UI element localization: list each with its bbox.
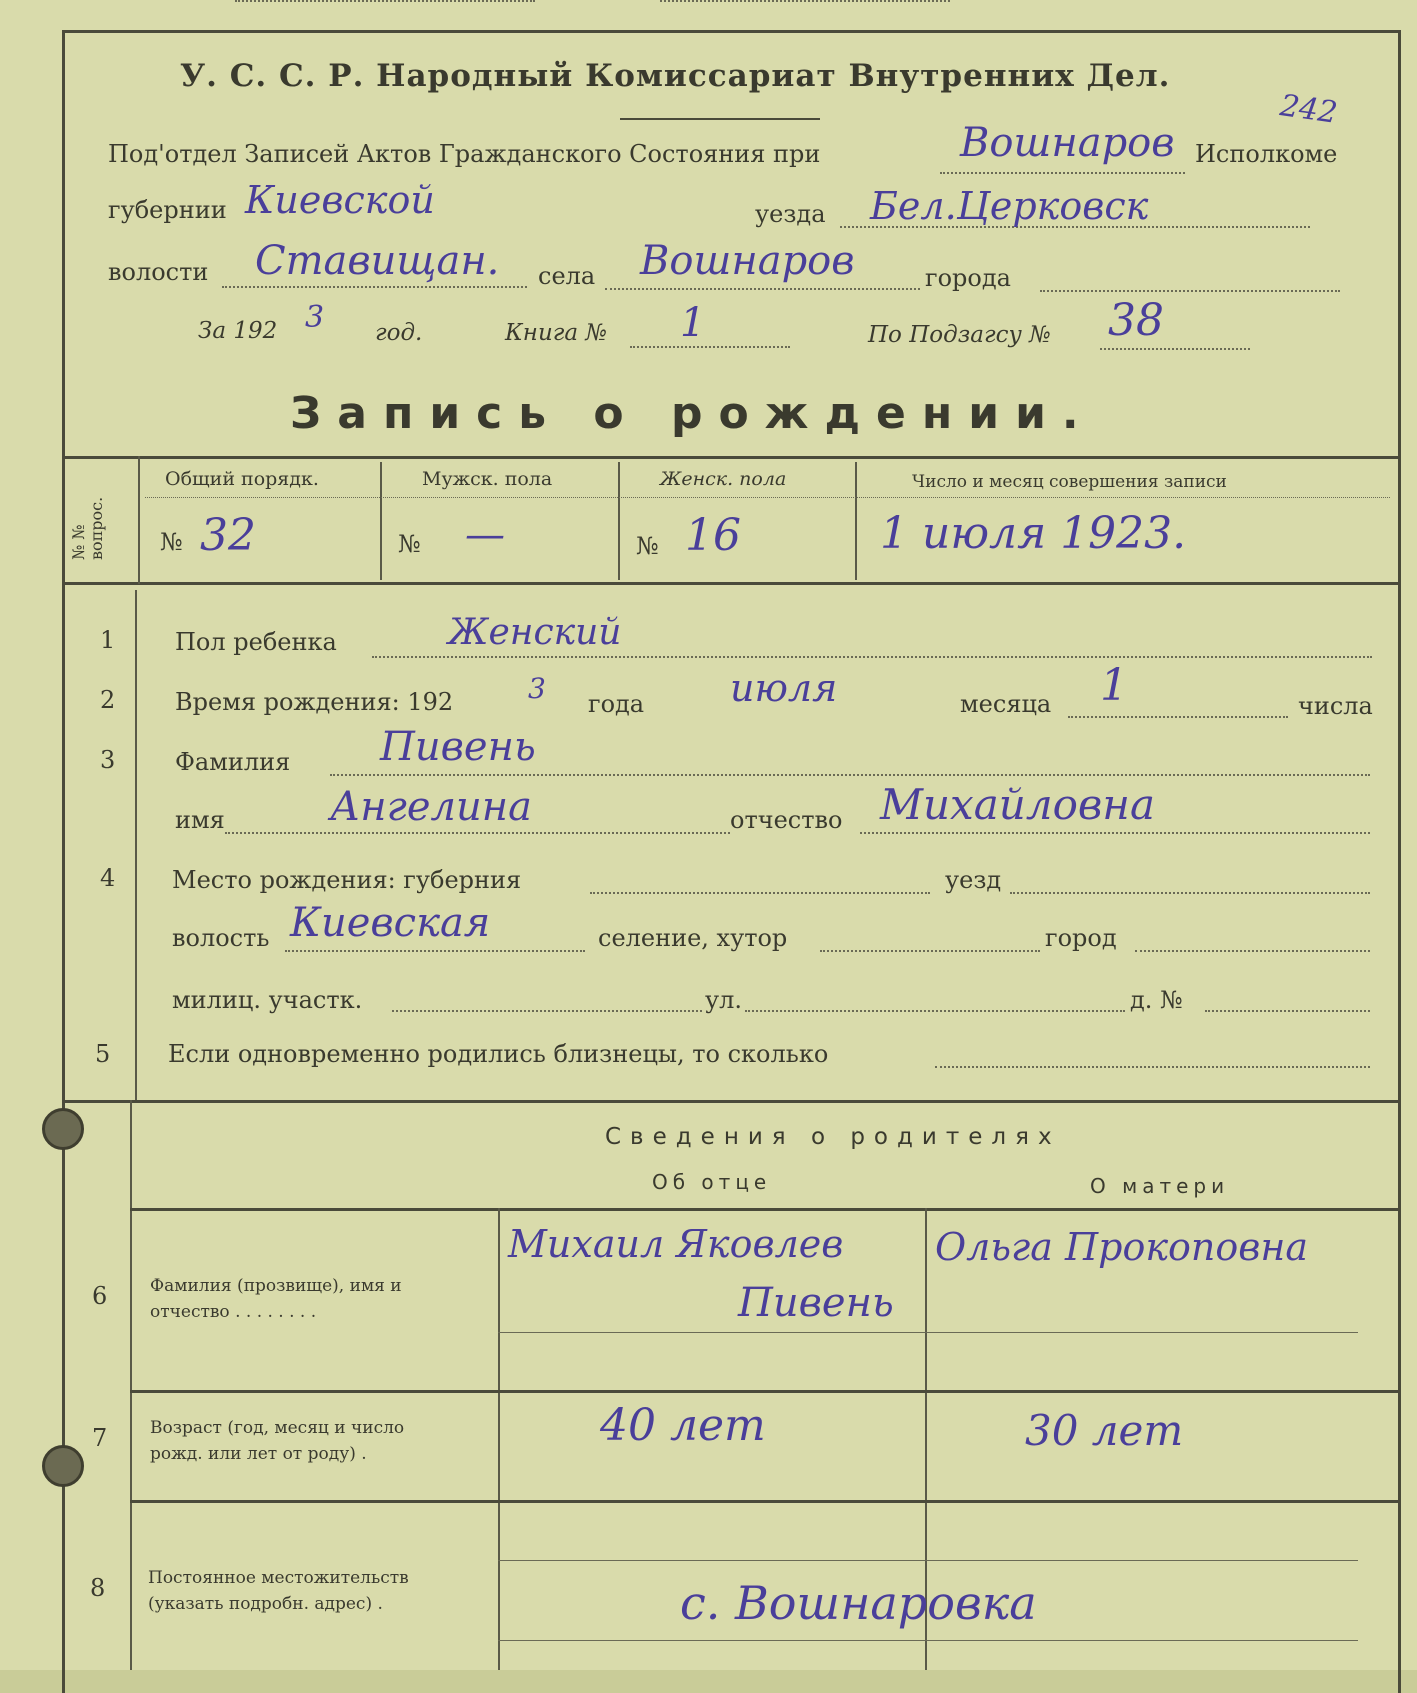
q4-milits: милиц. участк. <box>172 986 363 1014</box>
record-title: Запись о рождении. <box>290 388 1095 439</box>
q5-label: Если одновременно родились близнецы, то сколько <box>168 1040 829 1068</box>
q4-label: Место рождения: губерния <box>172 866 522 894</box>
q8-number: 8 <box>90 1574 106 1602</box>
binder-hole-upper <box>42 1108 84 1150</box>
q2-month-line <box>660 0 950 2</box>
q7-bottom-rule <box>130 1500 1398 1503</box>
q4-selenie: селение, хутор <box>598 924 788 952</box>
mother-age: 30 лет <box>1025 1406 1184 1455</box>
q4-number: 4 <box>100 864 116 892</box>
q4-volost-label: волость <box>172 924 270 952</box>
col1-no: № <box>160 528 183 556</box>
q8-mid-rule <box>498 1560 1358 1561</box>
q6-number: 6 <box>92 1282 108 1310</box>
q4-uezd-line <box>1010 892 1370 894</box>
subdept-label: Под'отдел Записей Актов Гражданского Состояния при <box>108 140 821 168</box>
mother-header: О матери <box>1090 1174 1230 1198</box>
title-underline <box>620 118 820 120</box>
counts-divider-1 <box>380 462 382 580</box>
book-value: 1 <box>680 300 706 346</box>
q8-label-2: (указать подробн. адрес) . <box>148 1594 383 1614</box>
gorod-label: города <box>925 264 1011 292</box>
q4-ul-line <box>745 1010 1125 1012</box>
counts-divider-0 <box>138 456 140 584</box>
q3-name-label: имя <box>175 806 225 834</box>
q4-gorod: город <box>1045 924 1117 952</box>
mother-name: Ольга Прокоповна <box>935 1225 1309 1269</box>
volost-value: Ставищан. <box>255 238 500 284</box>
q2-chisla: числа <box>1298 692 1373 720</box>
col4-label: Число и месяц совершения записи <box>912 472 1227 492</box>
year-label: За 192 <box>198 318 278 344</box>
col1-value: 32 <box>200 510 256 561</box>
selo-line <box>605 288 920 290</box>
form-title: У. С. С. Р. Народный Комиссариат Внутренних Дел. <box>180 58 1171 94</box>
gubernia-label: губернии <box>108 196 227 224</box>
q1-label: Пол ребенка <box>175 628 337 656</box>
q2-day-line <box>1068 716 1288 718</box>
parents-title: Сведения о родителях <box>605 1124 1061 1150</box>
q4-gubernia-line <box>590 892 930 894</box>
year-value: 3 <box>305 300 325 335</box>
q4-volost-value: Киевская <box>290 900 491 946</box>
col3-no: № <box>636 532 659 560</box>
q6-bottom-rule <box>130 1390 1398 1393</box>
gubernia-line <box>235 0 535 2</box>
q2-day-value: 1 <box>1100 660 1128 711</box>
counts-top-rule <box>62 456 1398 459</box>
q4-dom: д. № <box>1130 986 1183 1014</box>
counts-header-rule <box>145 497 1390 498</box>
col2-no: № <box>398 530 421 558</box>
binder-hole-lower <box>42 1445 84 1487</box>
vopros-label: № № вопрос. <box>69 496 106 560</box>
volost-line <box>222 286 527 288</box>
col2-label: Мужск. пола <box>422 468 553 490</box>
q4-ul: ул. <box>705 986 742 1014</box>
q7-number: 7 <box>92 1424 108 1452</box>
father-name-2: Пивень <box>738 1280 894 1326</box>
q4-gorod-line <box>1135 950 1370 952</box>
q4-volost-line <box>285 950 585 952</box>
col3-value: 16 <box>685 510 741 561</box>
q1-number: 1 <box>100 626 116 654</box>
gubernia-value: Киевской <box>245 178 435 222</box>
q7-label-1: Возраст (год, месяц и число <box>150 1418 405 1438</box>
archive-number: 242 <box>1277 88 1340 131</box>
q1-value: Женский <box>448 612 622 653</box>
residence-value: с. Вошнаровка <box>680 1576 1037 1630</box>
questions-divider <box>135 590 137 1100</box>
counts-bottom-rule <box>62 582 1398 585</box>
q2-label: Время рождения: 192 <box>175 688 454 716</box>
q4-uezd: уезд <box>945 866 1002 894</box>
q4-milits-line <box>392 1010 702 1012</box>
father-name-1: Михаил Яковлев <box>508 1222 844 1266</box>
selo-label: села <box>538 262 596 290</box>
q2-number: 2 <box>100 686 116 714</box>
subcount-value: 38 <box>1108 295 1164 346</box>
col4-value: 1 июля 1923. <box>880 508 1187 559</box>
q6-label-1: Фамилия (прозвище), имя и <box>150 1276 402 1296</box>
q5-number: 5 <box>95 1040 111 1068</box>
q3-number: 3 <box>100 746 116 774</box>
subdept-value: Вошнаров <box>960 120 1175 166</box>
q6-mid-rule <box>498 1332 1358 1333</box>
subdept-suffix: Исполкоме <box>1195 140 1338 168</box>
parents-header-rule <box>130 1208 1398 1211</box>
counts-divider-2 <box>618 462 620 580</box>
god-label: год. <box>375 320 423 346</box>
q2-goda: года <box>588 690 645 718</box>
q2-year: 3 <box>528 672 546 705</box>
subcount-label: По Подзагсу № <box>868 322 1051 348</box>
counts-divider-3 <box>855 462 857 580</box>
q4-dom-line <box>1205 1010 1370 1012</box>
q3-surname-label: Фамилия <box>175 748 291 776</box>
uezd-value: Бел.Церковск <box>870 184 1149 228</box>
col3-label: Женск. пола <box>660 468 787 490</box>
uezd-label: уезда <box>755 200 826 228</box>
q5-line <box>935 1066 1370 1068</box>
father-age: 40 лет <box>600 1400 766 1451</box>
parents-left-divider <box>130 1100 132 1670</box>
q7-label-2: рожд. или лет от роду) . <box>150 1444 367 1464</box>
volost-label: волости <box>108 258 209 286</box>
selo-value: Вошнаров <box>640 238 855 284</box>
col2-value: — <box>465 512 505 558</box>
q2-mesyatsa: месяца <box>960 690 1052 718</box>
q3-name-value: Ангелина <box>330 784 532 830</box>
q6-label-2: отчество . . . . . . . . <box>150 1302 317 1322</box>
q4-selenie-line <box>820 950 1040 952</box>
father-col-divider <box>498 1208 500 1670</box>
q1-line <box>372 656 1372 658</box>
q3-name-line <box>225 832 730 834</box>
subdept-line <box>940 172 1185 174</box>
book-label: Книга № <box>505 320 608 346</box>
q3-surname-line <box>330 774 1370 776</box>
col1-label: Общий порядк. <box>165 468 319 490</box>
gorod-line <box>1040 290 1340 292</box>
q8-low-rule <box>498 1640 1358 1641</box>
parents-top-rule <box>62 1100 1398 1103</box>
q2-month-value: июля <box>730 666 838 710</box>
father-header: Об отце <box>652 1170 772 1194</box>
q3-otch-label: отчество <box>730 806 843 834</box>
q8-label-1: Постоянное местожительств <box>148 1568 409 1588</box>
q3-otch-value: Михайловна <box>880 780 1156 829</box>
q3-otch-line <box>860 832 1370 834</box>
subcount-line <box>1100 348 1250 350</box>
q3-surname-value: Пивень <box>380 724 536 770</box>
book-line <box>630 346 790 348</box>
